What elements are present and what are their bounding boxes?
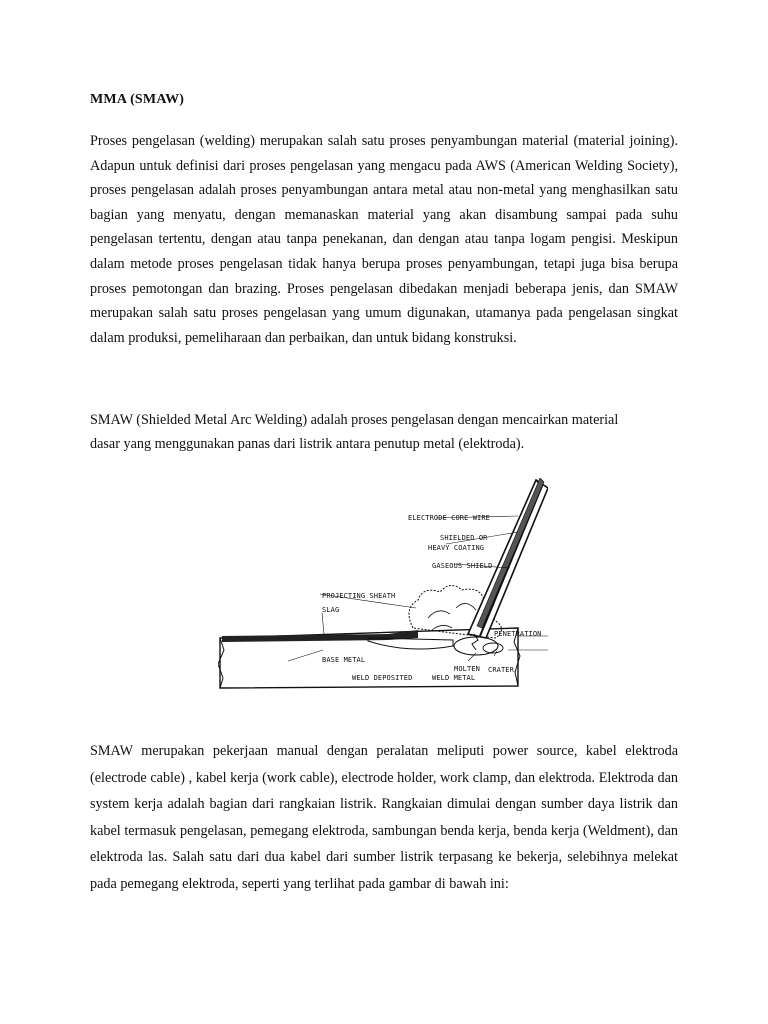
label-penetration: PENETRATION	[494, 630, 542, 638]
label-molten: MOLTEN	[454, 665, 480, 673]
plate-break-left	[218, 638, 224, 688]
leader-weld-deposited	[288, 650, 323, 661]
label-slag: SLAG	[322, 606, 340, 614]
paragraph-smaw-line-1: SMAW (Shielded Metal Arc Welding) adalah proses pengelasan dengan mencairkan material	[90, 412, 619, 428]
label-shielded-2: HEAVY COATING	[428, 544, 485, 552]
section-heading: MMA (SMAW)	[90, 92, 185, 107]
label-base-metal: BASE METAL	[322, 656, 366, 664]
smaw-diagram	[218, 478, 548, 704]
paragraph-welding-definition: Proses pengelasan (welding) merupakan salah satu proses penyambungan material (material joining). Adapun untuk definisi dari proses pengelasan yang mengacu pada AWS (American Welding Society), proses pengelasan adalah proses penyambungan antara metal atau non-metal yang menghasilkan satu bagian yang menyatu, dengan memanaskan material yang akan disambung sampai pada suhu pengelasan tertentu, dengan atau tanpa penekanan, dan dengan atau tanpa logam pengisi. Meskipun dalam metode proses pengelasan tidak hanya berupa proses penyambungan, tetapi juga bisa berupa proses pemotongan dan brazing. Proses pengelasan dibedakan menjadi beberapa jenis, dan SMAW merupakan salah satu proses pengelasan yang umum digunakan, utamanya pada pengelasan singkat dalam produksi, pemeliharaan dan perbaikan, dan untuk bidang konstruksi.	[90, 133, 678, 346]
leader-crater	[494, 651, 497, 656]
paragraph-smaw-definition	[90, 408, 670, 456]
leader-slag	[322, 613, 324, 634]
electrode-core-wire	[477, 478, 544, 628]
label-projecting-sheath: PROJECTING SHEATH	[322, 592, 396, 600]
label-crater: CRATER	[488, 666, 514, 674]
label-weld-deposited: WELD DEPOSITED	[352, 674, 413, 682]
label-core-wire: ELECTRODE CORE WIRE	[408, 514, 490, 522]
gaseous-shield-swirls	[428, 603, 476, 630]
label-weld-metal: WELD METAL	[432, 674, 476, 682]
label-shielded-1: SHIELDED OR	[440, 534, 488, 542]
paragraph-smaw-line-2: dasar yang menggunakan panas dari listrik antara penutup metal (elektroda).	[90, 436, 525, 452]
molten-pool	[454, 637, 498, 655]
paragraph-smaw-equipment: SMAW merupakan pekerjaan manual dengan peralatan meliputi power source, kabel elektroda (electrode cable) , kabel kerja (work cable), electrode holder, work clamp, dan elektroda. Elektroda dan system kerja adalah bagian dari rangkaian listrik. Rangkaian dimulai dengan sumber daya listrik dan kabel termasuk pengelasan, pemegang elektroda, sambungan benda kerja, benda kerja (Weldment), dan elektroda las. Salah satu dari dua kabel dari sumber listrik terpasang ke bekerja, selebihnya melekat pada pemegang elektroda, seperti yang terlihat pada gambar di bawah ini:	[90, 743, 678, 892]
label-gaseous-shield: GASEOUS SHIELD	[432, 562, 493, 570]
